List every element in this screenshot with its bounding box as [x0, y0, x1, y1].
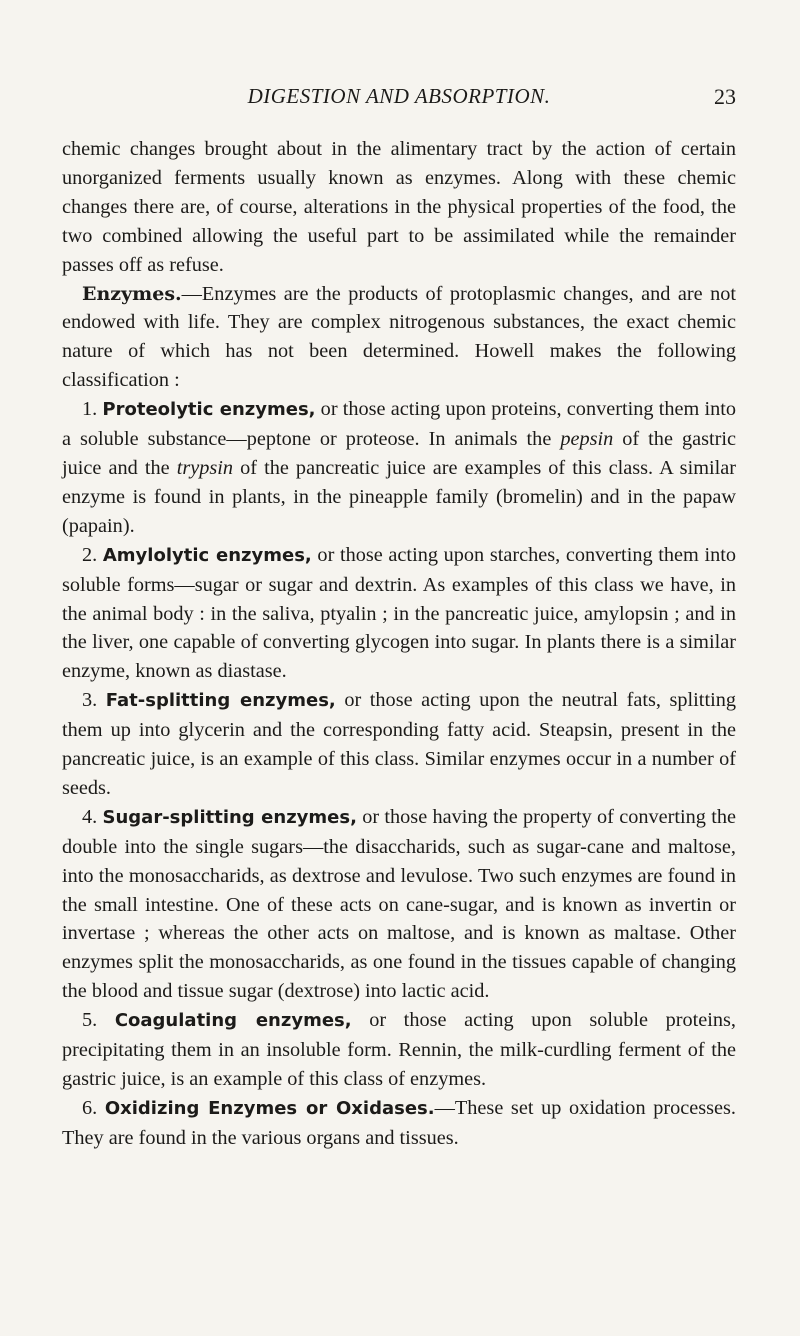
item-heading: Proteolytic enzymes,	[102, 399, 316, 421]
list-item-proteolytic	[62, 395, 736, 541]
enzymes-heading: Enzymes.	[82, 282, 182, 305]
item-text: or those acting upon starches, converting them into soluble forms—sugar or sugar and dextrin. As examples of this class we have, in the animal body : in the saliva, ptyalin ; in the pancreatic juice, amylopsin ; and in the liver, one capable of converting glycogen into sugar. In plants there is a similar enzyme, known as diastase.	[62, 543, 737, 683]
running-title: DIGESTION AND ABSORPTION.	[247, 84, 551, 108]
intro-paragraph: chemic changes brought about in the alimentary tract by the action of certain unorganized ferments usually known as enzymes. Along with these chemic changes there are, of course, alterations in the physical properties of the food, the two combined allowing the useful part to be assimilated while the remainder passes off as refuse.	[62, 138, 736, 276]
item-heading: Coagulating enzymes,	[114, 1010, 352, 1032]
item-text: or those acting upon proteins, converting them into a soluble substance—peptone or proteose. In animals the	[62, 398, 736, 451]
item-text: of the gastric juice and the	[62, 428, 737, 479]
item-heading: Amylolytic enzymes,	[102, 544, 312, 566]
enzymes-paragraph	[62, 280, 736, 396]
item-text: —These set up oxidation processes. They are found in the various organs and tissues.	[62, 1096, 736, 1149]
page-header	[62, 84, 736, 118]
item-heading: Oxidizing Enzymes or Oxidases.	[104, 1097, 435, 1119]
trypsin-term: trypsin	[176, 456, 234, 479]
item-number: 3.	[82, 689, 98, 712]
list-item-oxidizing	[62, 1094, 736, 1153]
list-item-fat-splitting	[62, 686, 736, 803]
item-text: of the pancreatic juice are examples of this class. A similar enzyme is found in plants, in the pineapple family (bromelin) and in the papaw (papain).	[62, 456, 737, 537]
page-number: 23	[714, 84, 736, 109]
item-text: or those acting upon soluble proteins, precipitating them in an insoluble form. Rennin, the milk-curdling ferment of the gastric juice, is an example of this class of enzymes.	[62, 1009, 736, 1090]
item-number: 6.	[82, 1096, 98, 1119]
item-text: or those having the property of converting the double into the single sugars—the disaccharids, such as sugar-cane and maltose, into the monosaccharids, as dextrose and levulose. Two such enzymes are found in the small intestine. One of these acts on cane-sugar, and is known as invertin or invertase ; whereas the other acts on maltose, and is known as maltase. Other enzymes split the monosaccharids, as one found in the tissues capable of changing the blood and tissue sugar (dextrose) into lactic acid.	[62, 805, 736, 1003]
enzymes-text: —Enzymes are the products of protoplasmic changes, and are not endowed with life. They are complex nitrogenous substances, the exact chemic nature of which has not been determined. Howell makes the following classification :	[62, 282, 736, 392]
item-text: or those acting upon the neutral fats, splitting them up into glycerin and the corresponding fatty acid. Steapsin, present in the pancreatic juice, is an example of this class. Similar enzymes occur in a number of seeds.	[62, 689, 736, 799]
item-number: 5.	[82, 1009, 98, 1032]
list-item-coagulating	[62, 1006, 736, 1094]
body-text	[62, 135, 736, 1153]
list-item-amylolytic	[62, 541, 736, 687]
item-number: 2.	[82, 543, 98, 566]
item-heading: Fat-splitting enzymes,	[105, 690, 336, 712]
list-item-sugar-splitting	[62, 803, 736, 1006]
item-heading: Sugar-splitting enzymes,	[102, 806, 357, 828]
item-number: 1.	[82, 398, 98, 421]
item-number: 4.	[82, 805, 98, 828]
pepsin-term: pepsin	[560, 428, 614, 451]
